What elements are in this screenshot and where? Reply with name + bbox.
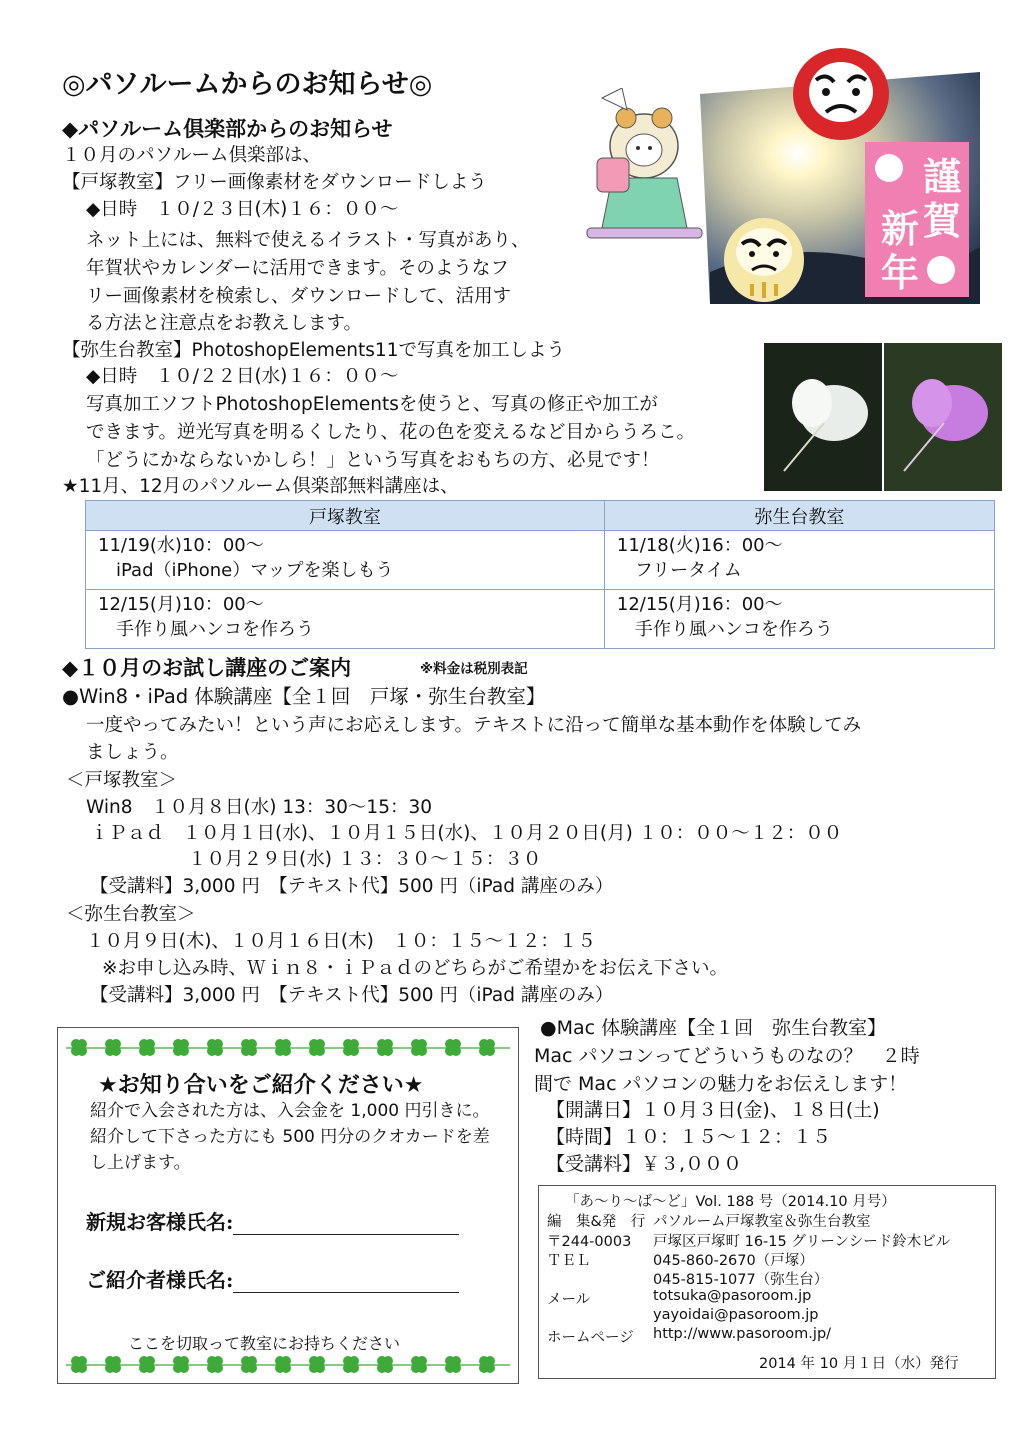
address: 戸塚区戸塚町 16-15 グリーンシード鈴木ビル [653,1234,951,1250]
club-heading: ◆パソルーム倶楽部からのお知らせ [62,117,393,141]
new-customer-name-field[interactable] [86,1206,459,1235]
mail-label: メール [547,1292,591,1308]
win-course-title: ●Win8・iPad 体験講座【全１回 戸塚・弥生台教室】 [62,685,546,708]
white-hibiscus-photo [764,343,882,491]
website-link[interactable]: http://www.pasoroom.jp/ [653,1326,832,1342]
new-year-greeting-panel [865,142,969,297]
mac-course-time: 【時間】１０：１５～１２：１５ [546,1126,832,1148]
signature-line [233,1212,459,1235]
totsuka-win8-schedule: Win8 １０月８日(水) 13：30～15：30 [86,797,432,818]
cell-topic: 手作り風ハンコを作ろう [98,619,314,640]
issue-date: 2014 年 10 月１日（水）発行 [759,1356,959,1372]
referrer-label: ご紹介者様氏名: [86,1268,234,1292]
totsuka-desc-line: る方法と注意点をお教えします。 [86,313,363,334]
free-course-table [85,500,995,649]
cell-topic: フリータイム [616,560,742,581]
greeting-char: 謹 [923,155,962,199]
page-title: ◎パソルームからのお知らせ◎ [62,69,433,100]
cell-topic: 手作り風ハンコを作ろう [616,619,833,640]
table-row [86,531,995,590]
coupon-body: 紹介で入会された方は、入会金を 1,000 円引きに。紹介して下さった方にも 500 円分のクオカードを差し上げます。 [90,1101,490,1173]
yayoidai-label: ＜弥生台教室＞ [66,904,196,925]
totsuka-ipad-schedule: ｉＰａｄ １０月１日(水)、１０月１５日(水)、１０月２０日(月) １０：００～１２：００ [90,823,843,844]
yayoidai-fee: 【受講料】3,000 円 【テキスト代】500 円（iPad 講座のみ） [90,985,614,1006]
totsuka-desc-line: リー画像素材を検索し、ダウンロードして、活用す [86,286,512,307]
yayoidai-course-date: ◆日時 １０/２２日(水)１６：００～ [86,366,399,387]
issue-info: 「あ～り～ば～ど」Vol. 188 号（2014.10 月号） [565,1194,896,1210]
tel-totsuka: 045-860-2670（戸塚） [653,1253,814,1269]
greeting-char: 新 [881,207,920,251]
yayoidai-course-title: 【弥生台教室】PhotoshopElements11で写真を加工しよう [62,340,565,361]
mac-course-fee: 【受講料】￥３,０００ [546,1153,743,1175]
club-intro: １０月のパソルーム倶楽部は、 [62,145,322,166]
cell-topic: iPad（iPhone）マップを楽しもう [98,560,394,581]
win-course-desc: 一度やってみたい！という声にお応えします。テキストに沿って簡単な基本動作を体験してみ [86,715,862,736]
tel-label: ＴＥＬ [547,1253,591,1269]
daruma-yellow-icon [722,214,806,304]
editor-label: 編 集&発 行 [547,1214,646,1230]
table-header: 戸塚教室 [86,501,605,531]
mac-course-desc: Mac パソコンってどういうものなの？ ２時 [534,1045,920,1067]
yayoidai-desc-line: できます。逆光写真を明るくしたり、花の色を変えるなど目からうろこ。 [86,422,696,443]
cut-out-note: ここを切取って教室にお持ちください [128,1334,401,1353]
purple-hibiscus-photo [884,343,1002,491]
totsuka-course-title: 【戸塚教室】フリー画像素材をダウンロードしよう [62,172,487,193]
totsuka-label: ＜戸塚教室＞ [66,770,178,791]
yayoidai-note: ※お申し込み時、Ｗｉｎ８・ｉＰａｄのどちらがご希望かをお伝え下さい。 [102,958,729,979]
totsuka-fee: 【受講料】3,000 円 【テキスト代】500 円（iPad 講座のみ） [90,876,614,897]
yayoidai-desc-line: 「どうにかならないかしら！」という写真をおもちの方、必見です！ [86,450,660,471]
totsuka-desc-line: 年賀状やカレンダーに活用できます。そのようなフ [86,258,509,279]
cell-date: 11/19(水)10：00～ [98,535,264,556]
editor-name: パソルーム戸塚教室＆弥生台教室 [653,1214,871,1230]
trial-heading: ◆１０月のお試し講座のご案内 [62,656,352,680]
referral-coupon [57,1027,519,1384]
yayoidai-desc-line: 写真加工ソフトPhotoshopElementsを使うと、写真の修正や加工が [86,394,658,415]
plum-blossom-icon [875,154,903,182]
mail-totsuka[interactable]: totsuka@pasoroom.jp [653,1288,812,1304]
tax-note: ※料金は税別表記 [420,661,528,677]
tel-yayoidai: 045-815-1077（弥生台） [653,1272,829,1288]
totsuka-course-date: ◆日時 １０/２３日(木)１６：００～ [86,199,399,220]
cell-date: 12/15(月)10：00～ [98,594,264,615]
daruma-red-icon [790,42,892,142]
totsuka-ipad-schedule: １０月２９日(水) １３：３０～１５：３０ [188,849,542,870]
greeting-char: 賀 [923,199,962,243]
mac-course-title: ●Mac 体験講座【全１回 弥生台教室】 [540,1017,887,1039]
mac-course-date: 【開講日】１０月３日(金)、１８日(土) [546,1099,880,1121]
clover-border-bottom [66,1353,510,1377]
cell-date: 11/18(火)16：00～ [616,535,783,556]
greeting-char: 年 [881,251,920,295]
plum-blossom-icon [927,256,955,284]
totsuka-desc-line: ネット上には、無料で使えるイラスト・写真があり、 [86,230,530,251]
free-course-note: ★11月、12月のパソルーム倶楽部無料講座は、 [62,476,459,497]
sheep-illustration [582,88,707,248]
clover-border-top [66,1036,510,1060]
postal-code: 〒244-0003 [547,1234,632,1250]
mac-course-desc: 間で Mac パソコンの魅力をお伝えします！ [534,1073,908,1095]
yayoidai-schedule: １０月９日(木)、１０月１６日(木) １０：１５～１２：１５ [86,931,596,952]
signature-line [233,1270,459,1293]
table-row [86,590,995,649]
win-course-desc: ましょう。 [86,742,179,763]
cell-date: 12/15(月)16：00～ [616,594,783,615]
mail-yayoidai[interactable]: yayoidai@pasoroom.jp [653,1307,819,1323]
table-header: 弥生台教室 [604,501,994,531]
new-customer-label: 新規お客様氏名: [86,1210,234,1234]
web-label: ホームページ [547,1330,634,1346]
coupon-title: ★お知り合いをご紹介ください★ [98,1073,424,1098]
newsletter-info-box [538,1185,996,1379]
referrer-name-field[interactable] [86,1264,459,1293]
